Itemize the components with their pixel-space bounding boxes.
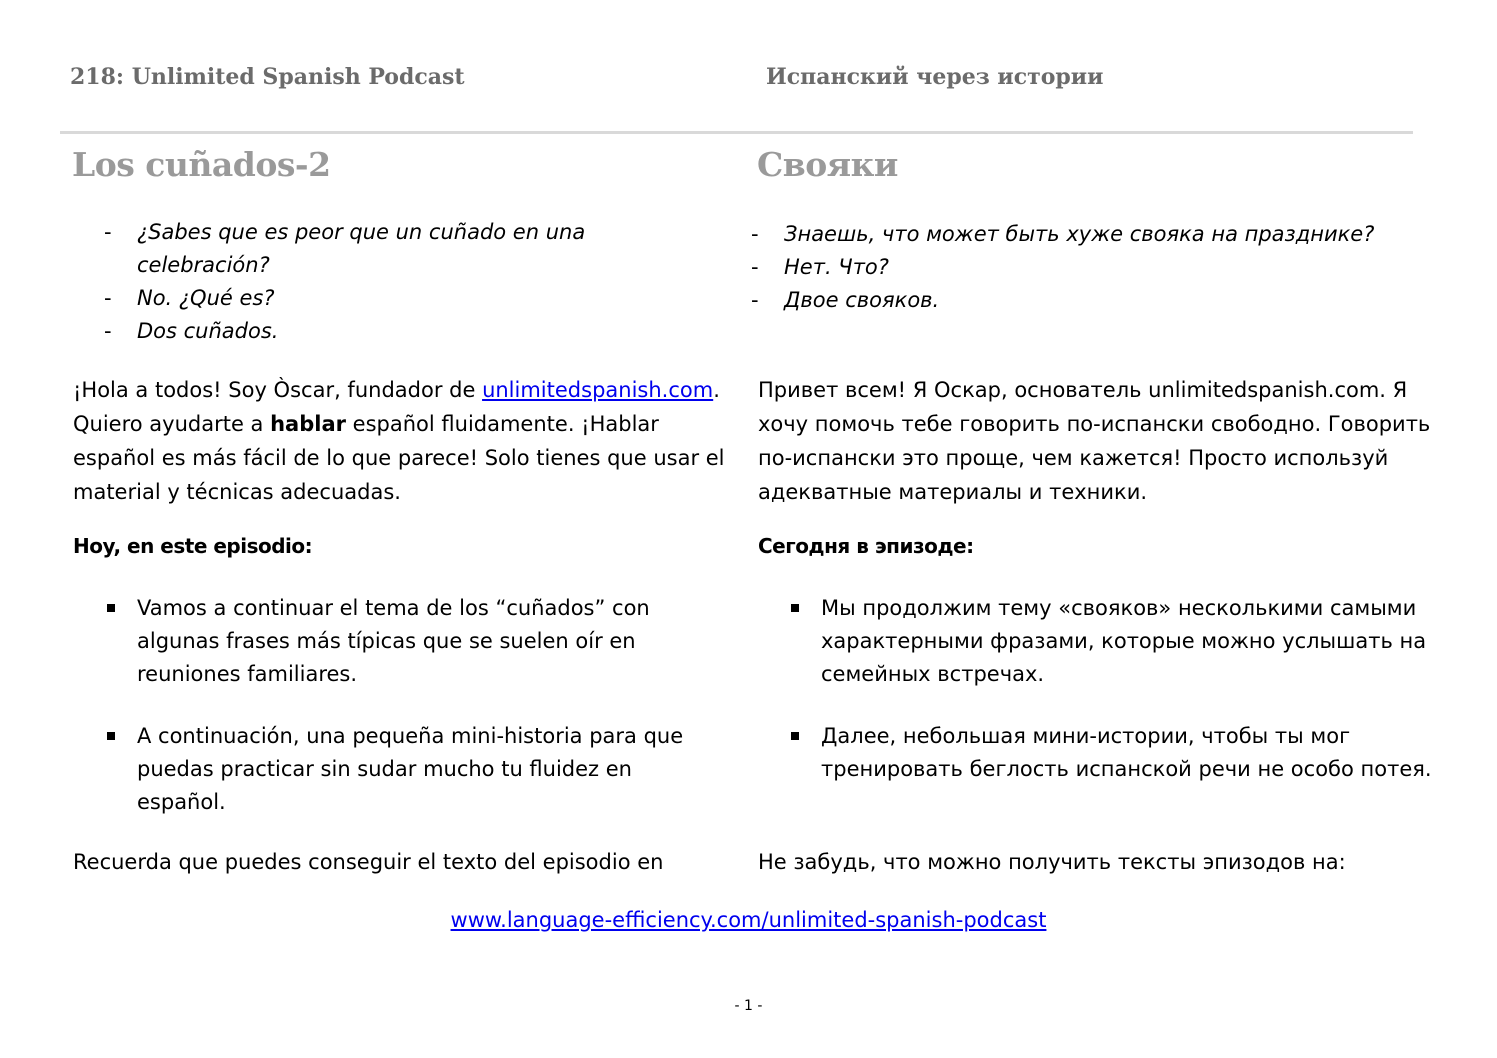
intro-text: . Quiero ayudarte a <box>73 378 720 436</box>
podcast-link-row <box>0 903 1497 937</box>
episode-title-russian: Свояки <box>757 145 898 184</box>
podcast-url-link[interactable]: www.language-efficiency.com/unlimited-spanish-podcast <box>450 908 1047 932</box>
episode-bullets-spanish <box>105 592 705 848</box>
dialog-line: - ¿Sabes que es peor que un cuñado en una celebración? <box>104 216 664 282</box>
dialog-russian <box>751 218 1431 317</box>
list-item: Далее, небольшая мини-истории, чтобы ты мог тренировать беглость испанской речи не особо потея. <box>789 720 1439 786</box>
unlimitedspanish-link[interactable]: unlimitedspanish.com <box>482 378 714 402</box>
header-podcast-title: 218: Unlimited Spanish Podcast <box>70 64 465 90</box>
reminder-spanish: Recuerda que puedes conseguir el texto del episodio en <box>73 850 664 874</box>
episode-heading-spanish: Hoy, en este episodio: <box>73 534 313 558</box>
dialog-line: - Нет. Что? <box>751 251 1431 284</box>
dialog-line: - No. ¿Qué es? <box>104 282 664 315</box>
intro-text: español fluidamente. ¡Hablar español es más fácil de lo que parece! Solo tienes que usar el material y técnicas adecuadas. <box>73 412 725 504</box>
header-divider <box>60 131 1413 134</box>
episode-heading-russian: Сегодня в эпизоде: <box>758 534 974 558</box>
reminder-russian: Не забудь, что можно получить тексты эпизодов на: <box>758 850 1346 874</box>
page-number: - 1 - <box>734 998 763 1014</box>
episode-bullets-russian <box>789 592 1439 815</box>
dialog-line: - Dos cuñados. <box>104 315 664 348</box>
header-russian-title: Испанский через истории <box>766 64 1104 90</box>
intro-bold-word: hablar <box>270 412 346 436</box>
intro-paragraph-spanish <box>73 373 743 509</box>
list-item: Vamos a continuar el tema de los “cuñados” con algunas frases más típicas que se suelen oír en reuniones familiares. <box>105 592 705 691</box>
dialog-line: - Двое свояков. <box>751 284 1431 317</box>
episode-title-spanish: Los cuñados-2 <box>72 145 331 184</box>
dialog-line: - Знаешь, что может быть хуже свояка на празднике? <box>751 218 1431 251</box>
intro-paragraph-russian: Привет всем! Я Оскар, основатель unlimitedspanish.com. Я хочу помочь тебе говорить по-испански свободно. Говорить по-испански это проще, чем кажется! Просто используй адекватные материалы и техники. <box>758 378 1431 504</box>
list-item: Мы продолжим тему «свояков» несколькими самыми характерными фразами, которые можно услышать на семейных встречах. <box>789 592 1439 691</box>
list-item: A continuación, una pequeña mini-historia para que puedas practicar sin sudar mucho tu fluidez en español. <box>105 720 705 819</box>
dialog-spanish <box>104 216 664 348</box>
intro-text: ¡Hola a todos! Soy Òscar, fundador de <box>73 378 483 402</box>
